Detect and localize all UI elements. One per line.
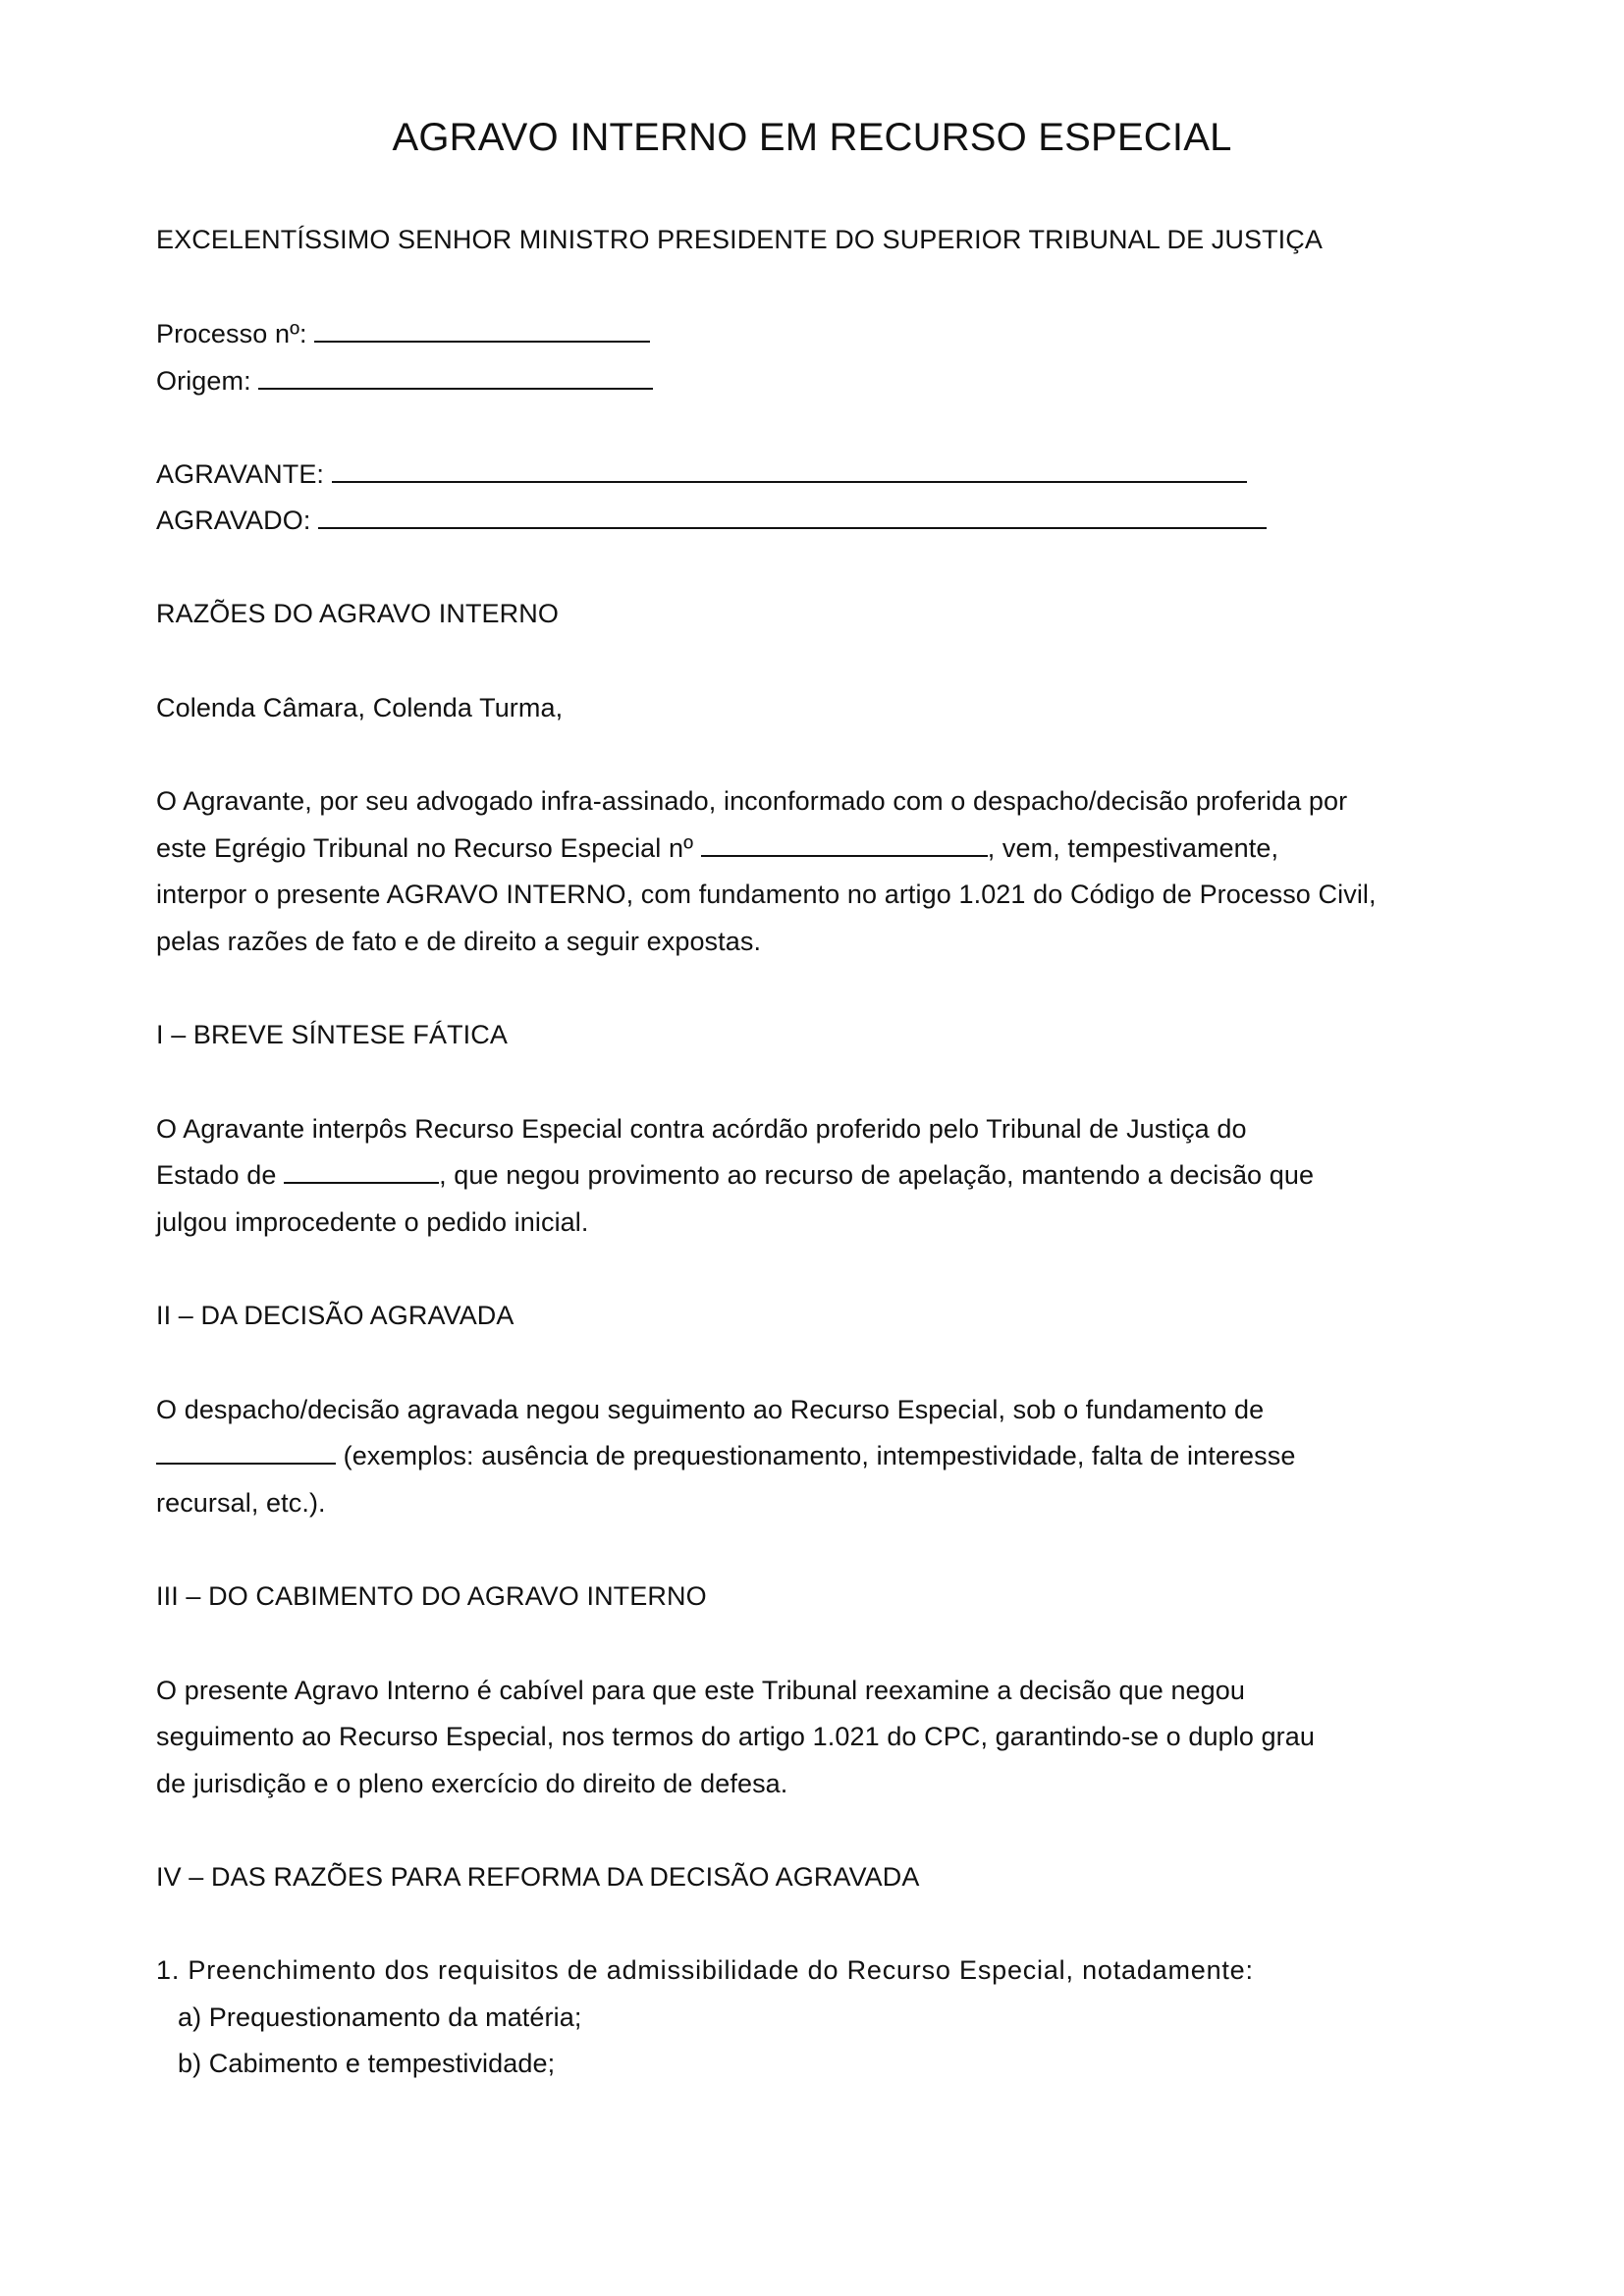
section-1-line-1: O Agravante interpôs Recurso Especial contra acórdão proferido pelo Tribunal de Justiça do [156, 1114, 1247, 1144]
section-1-line-2 [156, 1159, 1314, 1191]
section-3-line-3: de jurisdição e o pleno exercício do direito de defesa. [156, 1769, 788, 1798]
section-1-line-2-a: Estado de [156, 1160, 277, 1190]
section-2-line-3: recursal, etc.). [156, 1488, 326, 1518]
intro-line-2-a: este Egrégio Tribunal no Recurso Especial nº [156, 833, 694, 863]
section-1-heading: I – BREVE SÍNTESE FÁTICA [156, 1020, 508, 1049]
section-4-heading: IV – DAS RAZÕES PARA REFORMA DA DECISÃO AGRAVADA [156, 1862, 920, 1892]
recurso-numero-blank [701, 833, 988, 857]
fundamento-blank [156, 1441, 336, 1465]
processo-field [156, 318, 650, 349]
section-1-line-2-b: , que negou provimento ao recurso de apelação, mantendo a decisão que [439, 1160, 1315, 1190]
salutation: Colenda Câmara, Colenda Turma, [156, 693, 564, 722]
intro-line-4: pelas razões de fato e de direito a seguir expostas. [156, 927, 762, 956]
agravado-blank [318, 506, 1267, 529]
agravante-label: AGRAVANTE: [156, 459, 325, 489]
section-4-item-1: 1. Preenchimento dos requisitos de admissibilidade do Recurso Especial, notadamente: [156, 1955, 1254, 1985]
processo-blank [314, 319, 650, 343]
intro-line-2 [156, 832, 1278, 864]
agravante-field [156, 458, 1247, 490]
agravado-label: AGRAVADO: [156, 506, 311, 535]
document-title: AGRAVO INTERNO EM RECURSO ESPECIAL [392, 116, 1232, 159]
section-2-line-2-b: (exemplos: ausência de prequestionamento, intempestividade, falta de interesse [336, 1441, 1296, 1470]
addressee: EXCELENTÍSSIMO SENHOR MINISTRO PRESIDENTE DO SUPERIOR TRIBUNAL DE JUSTIÇA [156, 225, 1323, 254]
section-3-heading: III – DO CABIMENTO DO AGRAVO INTERNO [156, 1581, 707, 1611]
origem-field [156, 365, 653, 397]
section-2-heading: II – DA DECISÃO AGRAVADA [156, 1301, 514, 1330]
agravado-field [156, 505, 1267, 536]
origem-blank [258, 366, 653, 390]
razoes-heading: RAZÕES DO AGRAVO INTERNO [156, 599, 559, 628]
origem-label: Origem: [156, 366, 251, 396]
section-4-item-1-a: a) Prequestionamento da matéria; [178, 2002, 582, 2032]
intro-line-3: interpor o presente AGRAVO INTERNO, com fundamento no artigo 1.021 do Código de Processo Civil, [156, 880, 1377, 909]
agravante-blank [332, 459, 1247, 483]
section-2-line-1: O despacho/decisão agravada negou seguimento ao Recurso Especial, sob o fundamento de [156, 1395, 1265, 1424]
intro-line-1: O Agravante, por seu advogado infra-assinado, inconformado com o despacho/decisão proferida por [156, 786, 1348, 816]
section-3-line-2: seguimento ao Recurso Especial, nos termos do artigo 1.021 do CPC, garantindo-se o duplo grau [156, 1722, 1315, 1751]
section-1-line-3: julgou improcedente o pedido inicial. [156, 1207, 589, 1237]
section-2-line-2 [156, 1440, 1295, 1471]
intro-line-2-b: , vem, tempestivamente, [987, 833, 1279, 863]
processo-label: Processo nº: [156, 319, 307, 348]
section-4-item-1-b: b) Cabimento e tempestividade; [178, 2049, 556, 2078]
estado-blank [284, 1160, 439, 1184]
section-3-line-1: O presente Agravo Interno é cabível para que este Tribunal reexamine a decisão que negou [156, 1676, 1246, 1705]
